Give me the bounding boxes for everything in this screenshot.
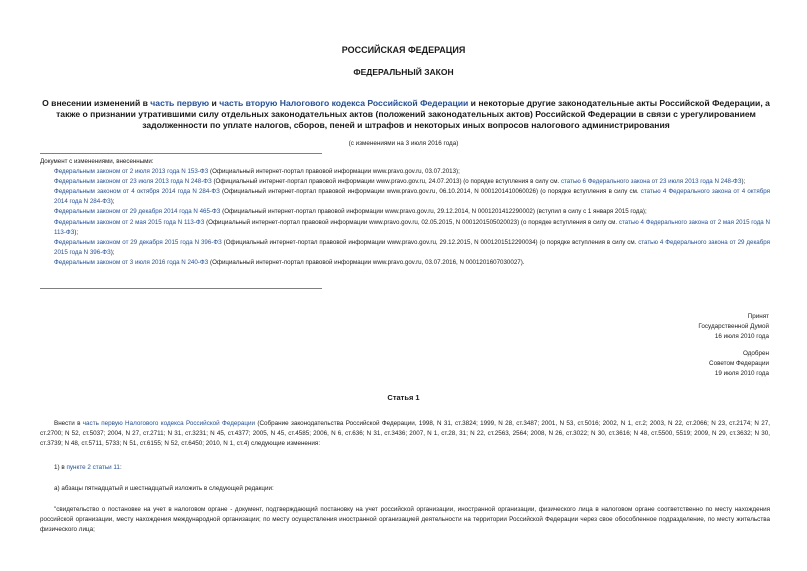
changes-intro: Документ с изменениями, внесенными: [40,158,154,165]
article-quote: "свидетельство о постановке на учет в налоговом органе - документ, подтверждающий постановку на учет российской организации, иностранной организации, физического лица в налоговом органе соответственно по месту нахождения российской организации, месту нахождения международной организации; по месту осуществления иностранной организацией деятельности на территории Российской Федерации через свое обособленное подразделение, по месту жительства физического лица; [40,506,770,533]
entry-into-force-link[interactable]: статью 4 Федерального закона от 2 мая 2015 года N 113-ФЗ [54,218,770,236]
change-item: Федеральным законом от 29 декабря 2014 года N 465-ФЗ (Официальный интернет-портал правовой информации www.pravo.gov.ru, 29.12.2014, N 0001201412290002) (вступил в силу с 1 января 2015 года); [54,208,647,216]
adopted-block: Принят Государственной Думой 16 июля 2010 года [698,313,769,340]
approved-block: Одобрен Советом Федерации 19 июля 2010 года [709,350,769,377]
change-item: Федеральным законом от 4 октября 2014 года N 284-ФЗ (Официальный интернет-портал правовой информации www.pravo.gov.ru, 06.10.2014, N 0001201410060026) (о порядке вступления в силу см. статью 4 Федерального закона от 4 октября 2014 года N 284-ФЗ); [54,188,771,206]
divider-top [40,153,322,154]
amending-law-link[interactable]: Федеральным законом от 23 июля 2013 года N 248-ФЗ [54,178,212,186]
link-part-one[interactable]: часть первую [150,98,210,108]
law-title: О внесении изменений в часть первую и часть вторую Налогового кодекса Российской Федерации и некоторые другие законодательные акты Российской Федерации, а также о признании утратившими силу отдельных законодательных актов (положений законодательных актов) Российской Федерации в связи с урегулированием задолженности по уплате налогов, сборов, пеней и штрафов и некоторых иных вопросов налогового администрирования [42,98,770,130]
edition-note: (с изменениями на 3 июля 2016 года) [348,140,459,147]
change-item: Федеральным законом от 29 декабря 2015 года N 396-ФЗ (Официальный интернет-портал правовой информации www.pravo.gov.ru, 29.12.2015, N 0001201512290034) (о порядке вступления в силу см. статью 4 Федерального закона от 29 декабря 2015 года N 396-ФЗ); [54,238,770,256]
article-item-a: а) абзацы пятнадцатый и шестнадцатый изложить в следующей редакции: [54,485,274,492]
amending-law-link[interactable]: Федеральным законом от 3 июля 2016 года N 240-ФЗ [54,258,209,266]
amending-law-link[interactable]: Федеральным законом от 2 июля 2013 года N 153-ФЗ [54,168,209,176]
article-para-1: Внести в часть первую Налогового кодекса Российской Федерации (Собрание законодательства Российской Федерации, 1998, N 31, ст.3824; 1999, N 28, ст.3487; 2001, N 53, ст.5016; 2002, N 1, ст.2; 2003, N 22, ст.2066; N 23, ст.2174; N 27, ст.2700; N 52, ст.5037; 2004, N 27, ст.2711; N 31, ст.3231; N 45, ст.4377; 2005, N 45, ст.4585; 2006, N 6, ст.636; N 31, ст.3436; 2007, N 1, ст.28, 31; N 22, ст.2563, 2564; 2008, N 26, ст.3022; N 30, ст.3616; N 48, ст.5500, 5519; 2009, N 29, ст.3632; N 30, ст.3739; N 48, ст.5711, 5733; N 51, ст.6155; N 52, ст.6450; 2010, N 1, ст.4) следующие изменения: [40,420,770,447]
change-item: Федеральным законом от 23 июля 2013 года N 248-ФЗ (Официальный интернет-портал правовой информации www.pravo.gov.ru, 24.07.2013) (о порядке вступления в силу см. статью 6 Федерального закона от 23 июля 2013 года N 248-ФЗ); [54,178,746,186]
article-heading: Статья 1 [387,393,420,402]
link-article-11-point-2[interactable]: пункте 2 статьи 11 [66,464,120,471]
country-heading: РОССИЙСКАЯ ФЕДЕРАЦИЯ [341,45,466,55]
amending-law-link[interactable]: Федеральным законом от 29 декабря 2014 года N 465-ФЗ [54,208,221,216]
entry-into-force-link[interactable]: статью 6 Федерального закона от 23 июля 2013 года N 248-ФЗ [560,178,742,186]
law-type-heading: ФЕДЕРАЛЬНЫЙ ЗАКОН [353,67,454,77]
change-item: Федеральным законом от 3 июля 2016 года N 240-ФЗ (Официальный интернет-портал правовой информации www.pravo.gov.ru, 03.07.2016, N 0001201607030027). [54,258,525,266]
amending-law-link[interactable]: Федеральным законом от 4 октября 2014 года N 284-ФЗ [54,188,220,196]
change-item: Федеральным законом от 2 июля 2013 года N 153-ФЗ (Официальный интернет-портал правовой информации www.pravo.gov.ru, 03.07.2013); [54,168,460,176]
article-item-1: 1) в пункте 2 статьи 11: [54,464,122,471]
link-part-two-tax-code[interactable]: часть вторую Налогового кодекса Российской Федерации [219,98,469,108]
entry-into-force-link[interactable]: статью 4 Федерального закона от 29 декабря 2015 года N 396-ФЗ [54,238,770,256]
divider-bottom [40,288,322,289]
amending-law-link[interactable]: Федеральным законом от 29 декабря 2015 года N 396-ФЗ [54,238,222,246]
change-item: Федеральным законом от 2 мая 2015 года N 113-ФЗ (Официальный интернет-портал правовой информации www.pravo.gov.ru, 02.05.2015, N 0001201505020023) (о порядке вступления в силу см. статью 4 Федерального закона от 2 мая 2015 года N 113-ФЗ); [54,218,770,236]
link-tax-code-part-one[interactable]: часть первую Налогового кодекса Российской Федерации [82,420,256,427]
amending-law-link[interactable]: Федеральным законом от 2 мая 2015 года N 113-ФЗ [54,218,205,226]
changes-list [40,157,770,268]
entry-into-force-link[interactable]: статью 4 Федерального закона от 4 октября 2014 года N 284-ФЗ [54,188,771,206]
